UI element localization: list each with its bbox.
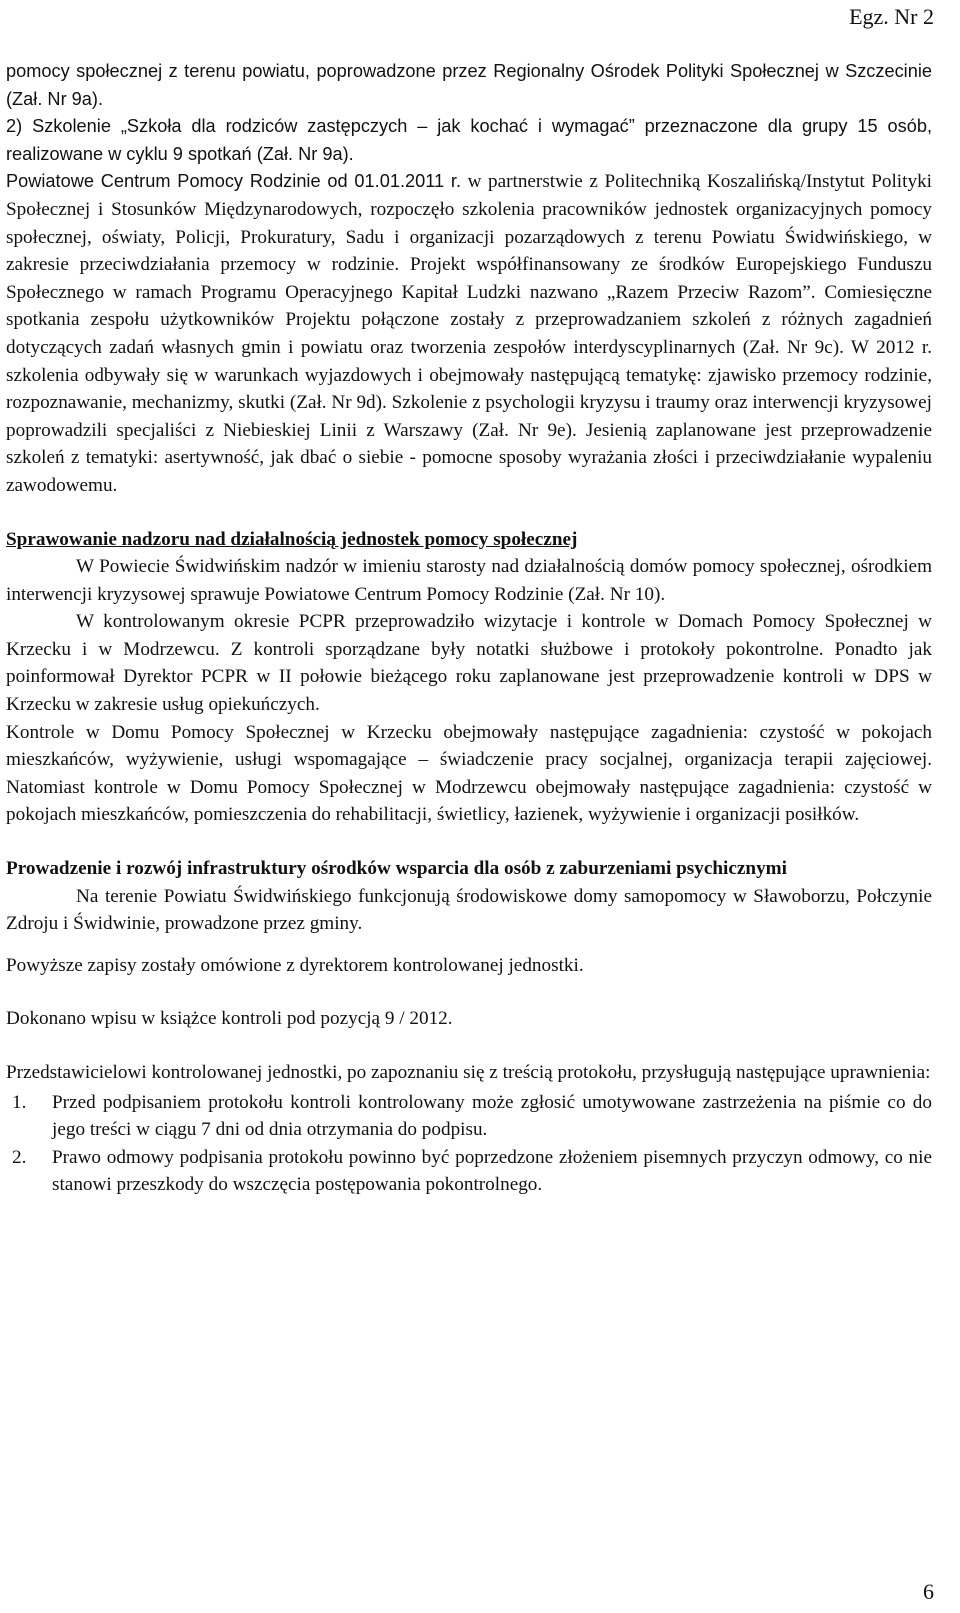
paragraph-rights-intro: Przedstawicielowi kontrolowanej jednostki, po zapoznaniu się z treścią protokołu, przysługują następujące uprawnienia: [6,1062,931,1083]
document-body [6,58,932,1199]
list-item-number: 1. [12,1091,27,1113]
section-heading-supervision: Sprawowanie nadzoru nad działalnością jednostek pomocy społecznej [6,528,578,550]
paragraph-training-continuation: pomocy społecznej z terenu powiatu, poprowadzone przez Regionalny Ośrodek Polityki Społecznej w Szczecinie (Zał. Nr 9a). [6,61,932,109]
pcpr-intro-text: Powiatowe Centrum Pomocy Rodzinie od 01.01.2011 r. [6,171,462,192]
section-heading-infrastructure: Prowadzenie i rozwój infrastruktury ośrodków wsparcia dla osób z zaburzeniami psychicznymi [6,858,787,880]
paragraph-inspection-scope: Kontrole w Domu Pomocy Społecznej w Krzecku obejmowały następujące zagadnienia: czystość w pokojach mieszkańców, wyżywienie, usługi wspomagające – świadczenie pracy socjalnej, organizacja terapii zajęciowej. Natomiast kontrole w Domu Pomocy Społecznej w Modrzewcu obejmowały następujące zagadnienia: czystość w pokojach mieszkańców, pomieszczenia do rehabilitacji, świetlicy, łazienek, wyżywienie i organizacji posiłków. [6,721,932,826]
pcpr-partnership-text: w partnerstwie z Politechniką Koszalińską/Instytut Polityki Społecznej i Stosunków Międzynarodowych, rozpoczęło szkolenia pracowników jednostek organizacyjnych pomocy społecznej, oświaty, Policji, Prokuratury, Sadu i organizacji pozarządowych z terenu Powiatu Świdwińskiego, w zakresie przeciwdziałania przemocy w rodzinie. Projekt współfinansowany ze środków Europejskiego Funduszu Społecznego w ramach Programu Operacyjnego Kapitał Ludzki nazwano „Razem Przeciw Razom”. Comiesięczne spotkania zespołu użytkowników Projektu połączone zostały z przeprowadzaniem szkoleń z różnych zagadnień dotyczących zadań własnych gmin i powiatu oraz tworzenia zespołów interdyscyplinarnych (Zał. Nr 9c). W 2012 r. szkolenia odbywały się w warunkach wyjazdowych i obejmowały następującą tematykę: zjawisko przemocy rodzinie, rozpoznawanie, mechanizmy, skutki (Zał. Nr 9d). Szkolenie z psychologii kryzysu i traumy oraz interwencji kryzysowej poprowadzili specjaliści z Niebieskiej Linii z Warszawy (Zał. Nr 9e). Jesienią zaplanowane jest przeprowadzenie szkoleń z tematyki: asertywność, jak dbać o siebie - pomocne sposoby wyrażania złości i przeciwdziałanie wypaleniu zawodowemu. [6,171,932,496]
list-item-text: Przed podpisaniem protokołu kontroli kontrolowany może zgłosić umotywowane zastrzeżenia na piśmie co do jego treści w ciągu 7 dni od dnia otrzymania do podpisu. [52,1091,932,1141]
paragraph-inspections: W kontrolowanym okresie PCPR przeprowadziło wizytacje i kontrole w Domach Pomocy Społecznej w Krzecku i w Modrzewcu. Z kontroli sporządzane były notatki służbowe i protokoły pokontrolne. Ponadto jak poinformował Dyrektor PCPR w II połowie bieżącego roku zaplanowane jest przeprowadzenie kontroli w DPS w Krzecku w zakresie usług opiekuńczych. [6,611,932,716]
list-item-text: Prawo odmowy podpisania protokołu powinno być poprzedzone złożeniem pisemnych przyczyn odmowy, co nie stanowi przeszkody do wszczęcia postępowania pokontrolnego. [52,1146,932,1196]
paragraph-discussed: Powyższe zapisy zostały omówione z dyrektorem kontrolowanej jednostki. [6,954,584,976]
paragraph-foster-parents-training: 2) Szkolenie „Szkoła dla rodziców zastępczych – jak kochać i wymagać” przeznaczone dla grupy 15 osób, realizowane w cyklu 9 spotkań (Zał. Nr 9a). [6,116,932,164]
paragraph-self-help-homes: Na terenie Powiatu Świdwińskiego funkcjonują środowiskowe domy samopomocy w Sławoborzu, Połczynie Zdroju i Świdwinie, prowadzone przez gminy. [6,885,932,935]
page-number: 6 [923,1579,934,1604]
paragraph-logbook-entry: Dokonano wpisu w książce kontroli pod pozycją 9 / 2012. [6,1008,453,1030]
copy-number-label: Egz. Nr 2 [849,4,934,29]
list-item [6,1089,932,1144]
paragraph-pcpr-partnership [6,168,932,499]
rights-list [6,1089,932,1199]
paragraph-supervision: W Powiecie Świdwińskim nadzór w imieniu starosty nad działalnością domów pomocy społecznej, ośrodkiem interwencji kryzysowej sprawuje Powiatowe Centrum Pomocy Rodzinie (Zał. Nr 10). [6,556,932,605]
list-item-number: 2. [12,1146,27,1168]
list-item [6,1144,932,1199]
